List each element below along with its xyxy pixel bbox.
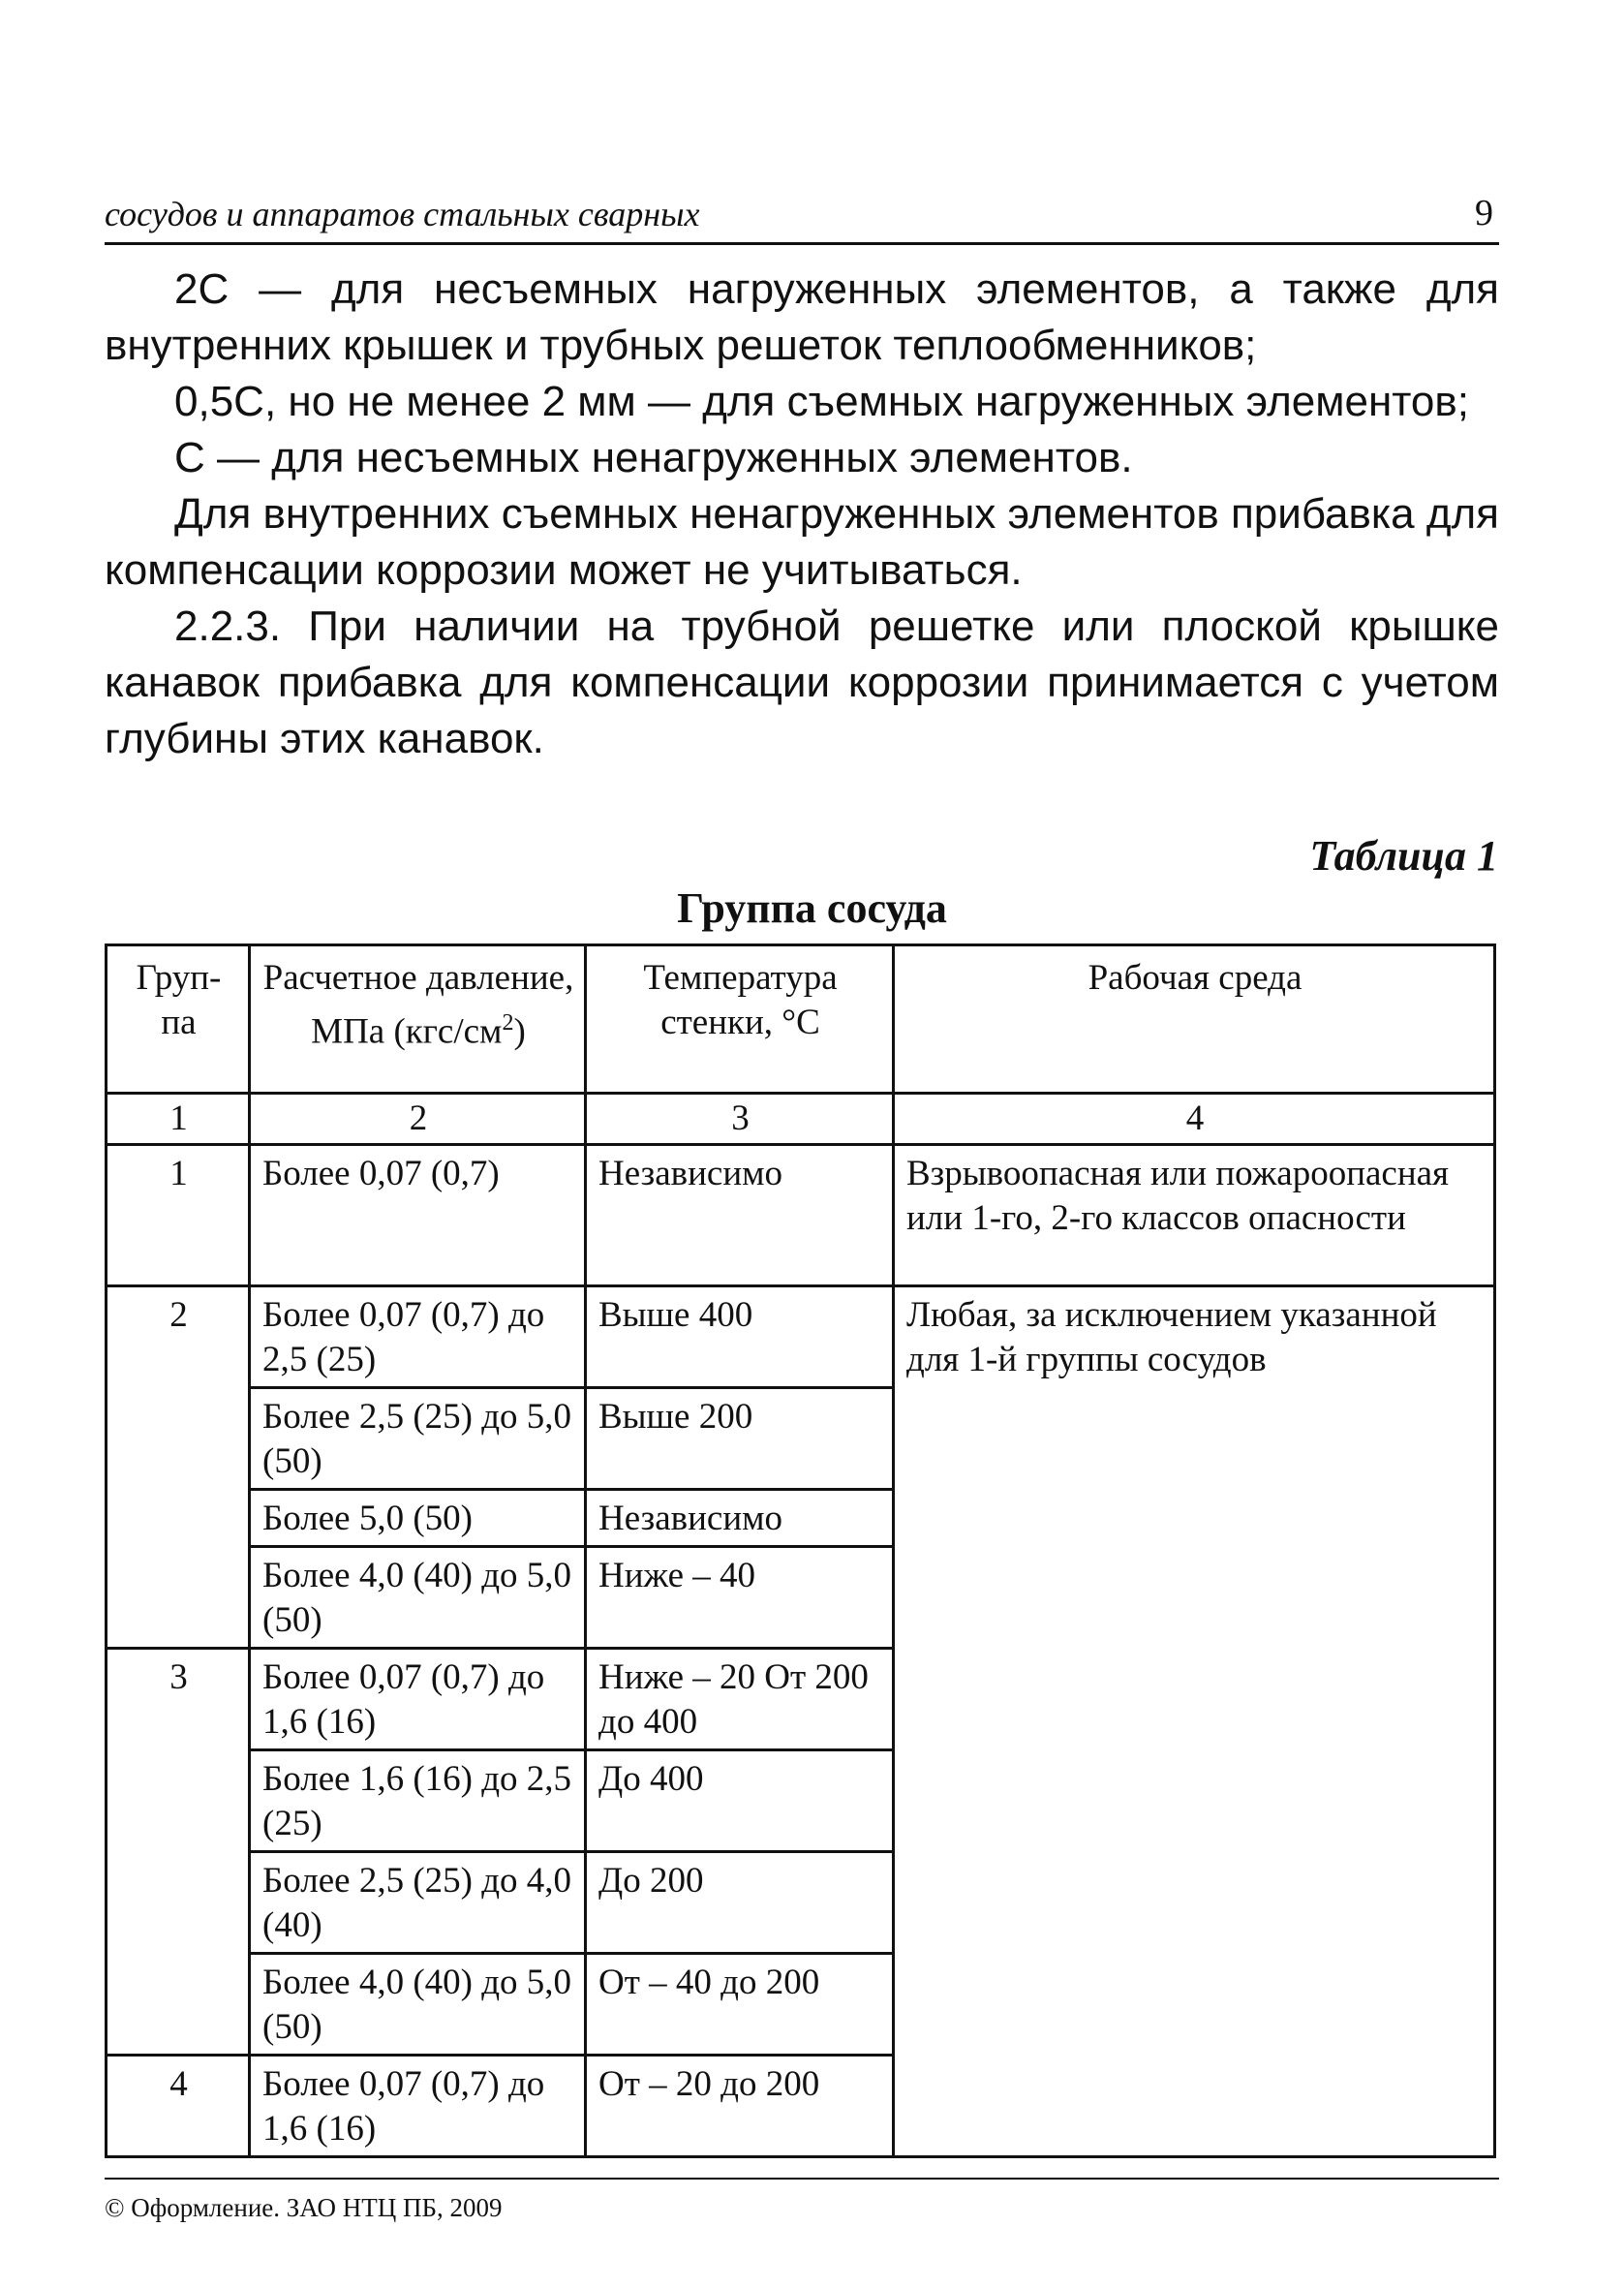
paragraph: 2C — для несъемных нагруженных элементов, а также для внутренних крышек и трубных решеток теплообменников; [105, 265, 1499, 369]
column-number: 3 [586, 1094, 894, 1145]
pressure-cell: Более 2,5 (25) до 4,0 (40) [250, 1852, 586, 1954]
table-header-row [107, 945, 1495, 1094]
group-cell: 4 [107, 2056, 250, 2157]
column-number: 4 [894, 1094, 1495, 1145]
pressure-cell: Более 0,07 (0,7) до 1,6 (16) [250, 2056, 586, 2157]
group-cell: 3 [107, 1649, 250, 2056]
header-group: Груп-па [107, 945, 250, 1094]
temperature-cell: Независимо [586, 1490, 894, 1547]
table-row [107, 1145, 1495, 1286]
table-title: Группа сосуда [677, 884, 947, 932]
pressure-cell: Более 0,07 (0,7) [250, 1145, 586, 1286]
pressure-cell: Более 0,07 (0,7) до 1,6 (16) [250, 1649, 586, 1750]
group-cell: 2 [107, 1286, 250, 1649]
page-footer [105, 2178, 1499, 2222]
table-row [107, 1286, 1495, 1388]
temperature-cell: Выше 200 [586, 1388, 894, 1490]
temperature-cell: Ниже – 20 От 200 до 400 [586, 1649, 894, 1750]
group-cell: 1 [107, 1145, 250, 1286]
temperature-cell: Независимо [586, 1145, 894, 1286]
medium-cell: Взрывоопасная или пожароопасная или 1-го, 2-го классов опасности [894, 1145, 1495, 1286]
temperature-cell: От – 40 до 200 [586, 1954, 894, 2056]
pressure-cell: Более 4,0 (40) до 5,0 (50) [250, 1954, 586, 2056]
medium-cell: Любая, за исключением указанной для 1-й группы сосудов [894, 1286, 1495, 2157]
pressure-cell: Более 2,5 (25) до 5,0 (50) [250, 1388, 586, 1490]
pressure-cell: Более 4,0 (40) до 5,0 (50) [250, 1547, 586, 1649]
pressure-cell: Более 0,07 (0,7) до 2,5 (25) [250, 1286, 586, 1388]
paragraph: C — для несъемных ненагруженных элементов. [174, 434, 1133, 481]
page-number: 9 [1475, 193, 1493, 233]
body-text [105, 262, 1499, 767]
copyright-text: © Оформление. ЗАО НТЦ ПБ, 2009 [105, 2193, 503, 2222]
paragraph: 0,5C, но не менее 2 мм — для съемных нагруженных элементов; [174, 378, 1469, 425]
temperature-cell: До 400 [586, 1750, 894, 1852]
table-caption: Таблица 1 [1309, 832, 1498, 880]
column-number: 2 [250, 1094, 586, 1145]
column-number: 1 [107, 1094, 250, 1145]
pressure-cell: Более 5,0 (50) [250, 1490, 586, 1547]
header-temperature: Температура стенки, °С [586, 945, 894, 1094]
temperature-cell: От – 20 до 200 [586, 2056, 894, 2157]
header-medium: Рабочая среда [894, 945, 1495, 1094]
header-pressure: Расчетное давление, МПа $(кгс/см^2)$ [250, 945, 586, 1094]
temperature-cell: Ниже – 40 [586, 1547, 894, 1649]
paragraph: Для внутренних съемных ненагруженных элементов прибавка для компенсации коррозии может не учитываться. [105, 490, 1499, 594]
paragraph: 2.2.3. При наличии на трубной решетке или плоской крышке канавок прибавка для компенсации коррозии принимается с учетом глубины этих канавок. [105, 603, 1499, 762]
temperature-cell: До 200 [586, 1852, 894, 1954]
running-header [105, 190, 1499, 245]
temperature-cell: Выше 400 [586, 1286, 894, 1388]
header-title: сосудов и аппаратов стальных сварных [105, 195, 700, 233]
column-number-row [107, 1094, 1495, 1145]
pressure-cell: Более 1,6 (16) до 2,5 (25) [250, 1750, 586, 1852]
vessel-group-table [105, 943, 1496, 2158]
